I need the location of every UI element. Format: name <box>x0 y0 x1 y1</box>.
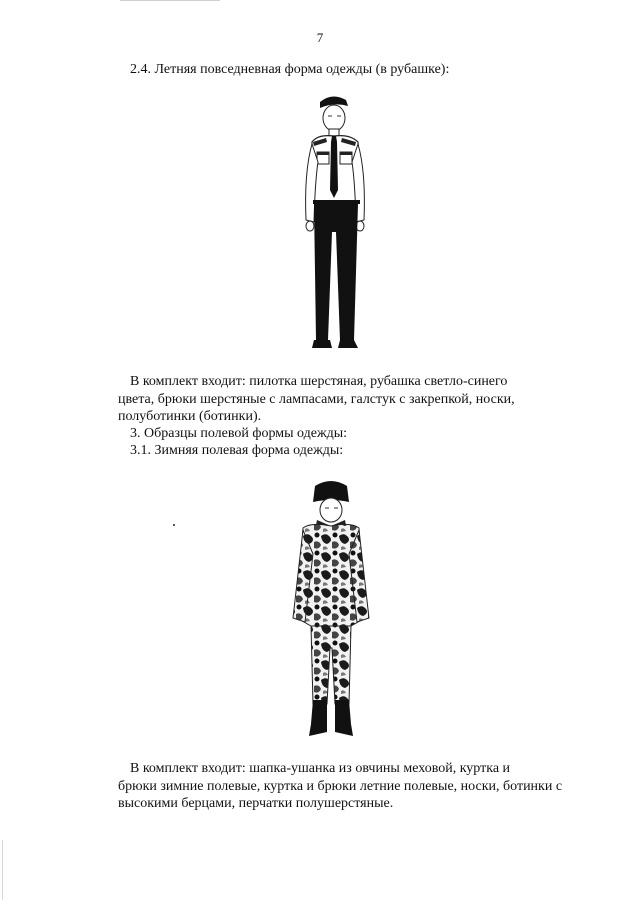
page-number: 7 <box>316 30 324 45</box>
winter-kit-line-3: высокими берцами, перчатки полушерстяные. <box>118 796 394 811</box>
winter-field-uniform-figure <box>285 478 377 744</box>
summer-kit-line-3: полуботинки (ботинки). <box>118 409 262 424</box>
summer-uniform-figure <box>288 92 378 357</box>
summer-kit-line-1: В комплект входит: пилотка шерстяная, рубашка светло-синего <box>130 374 508 389</box>
scan-artifact-left <box>2 840 3 900</box>
field-uniform-heading: 3. Образцы полевой формы одежды: <box>130 426 348 441</box>
scan-speck <box>173 524 175 526</box>
winter-kit-line-1: В комплект входит: шапка-ушанка из овчины меховой, куртка и <box>130 761 511 776</box>
summer-uniform-heading: 2.4. Летняя повседневная форма одежды (в рубашке): <box>130 62 450 77</box>
scan-artifact-top <box>120 0 220 1</box>
summer-kit-line-2: цвета, брюки шерстяные с лампасами, галстук с закрепкой, носки, <box>118 391 515 407</box>
summer-kit-paragraph <box>118 373 584 426</box>
winter-kit-paragraph <box>118 760 584 813</box>
winter-kit-line-2: брюки зимние полевые, куртка и брюки летние полевые, носки, ботинки с <box>118 778 563 794</box>
winter-field-uniform-heading: 3.1. Зимняя полевая форма одежды: <box>130 443 344 458</box>
